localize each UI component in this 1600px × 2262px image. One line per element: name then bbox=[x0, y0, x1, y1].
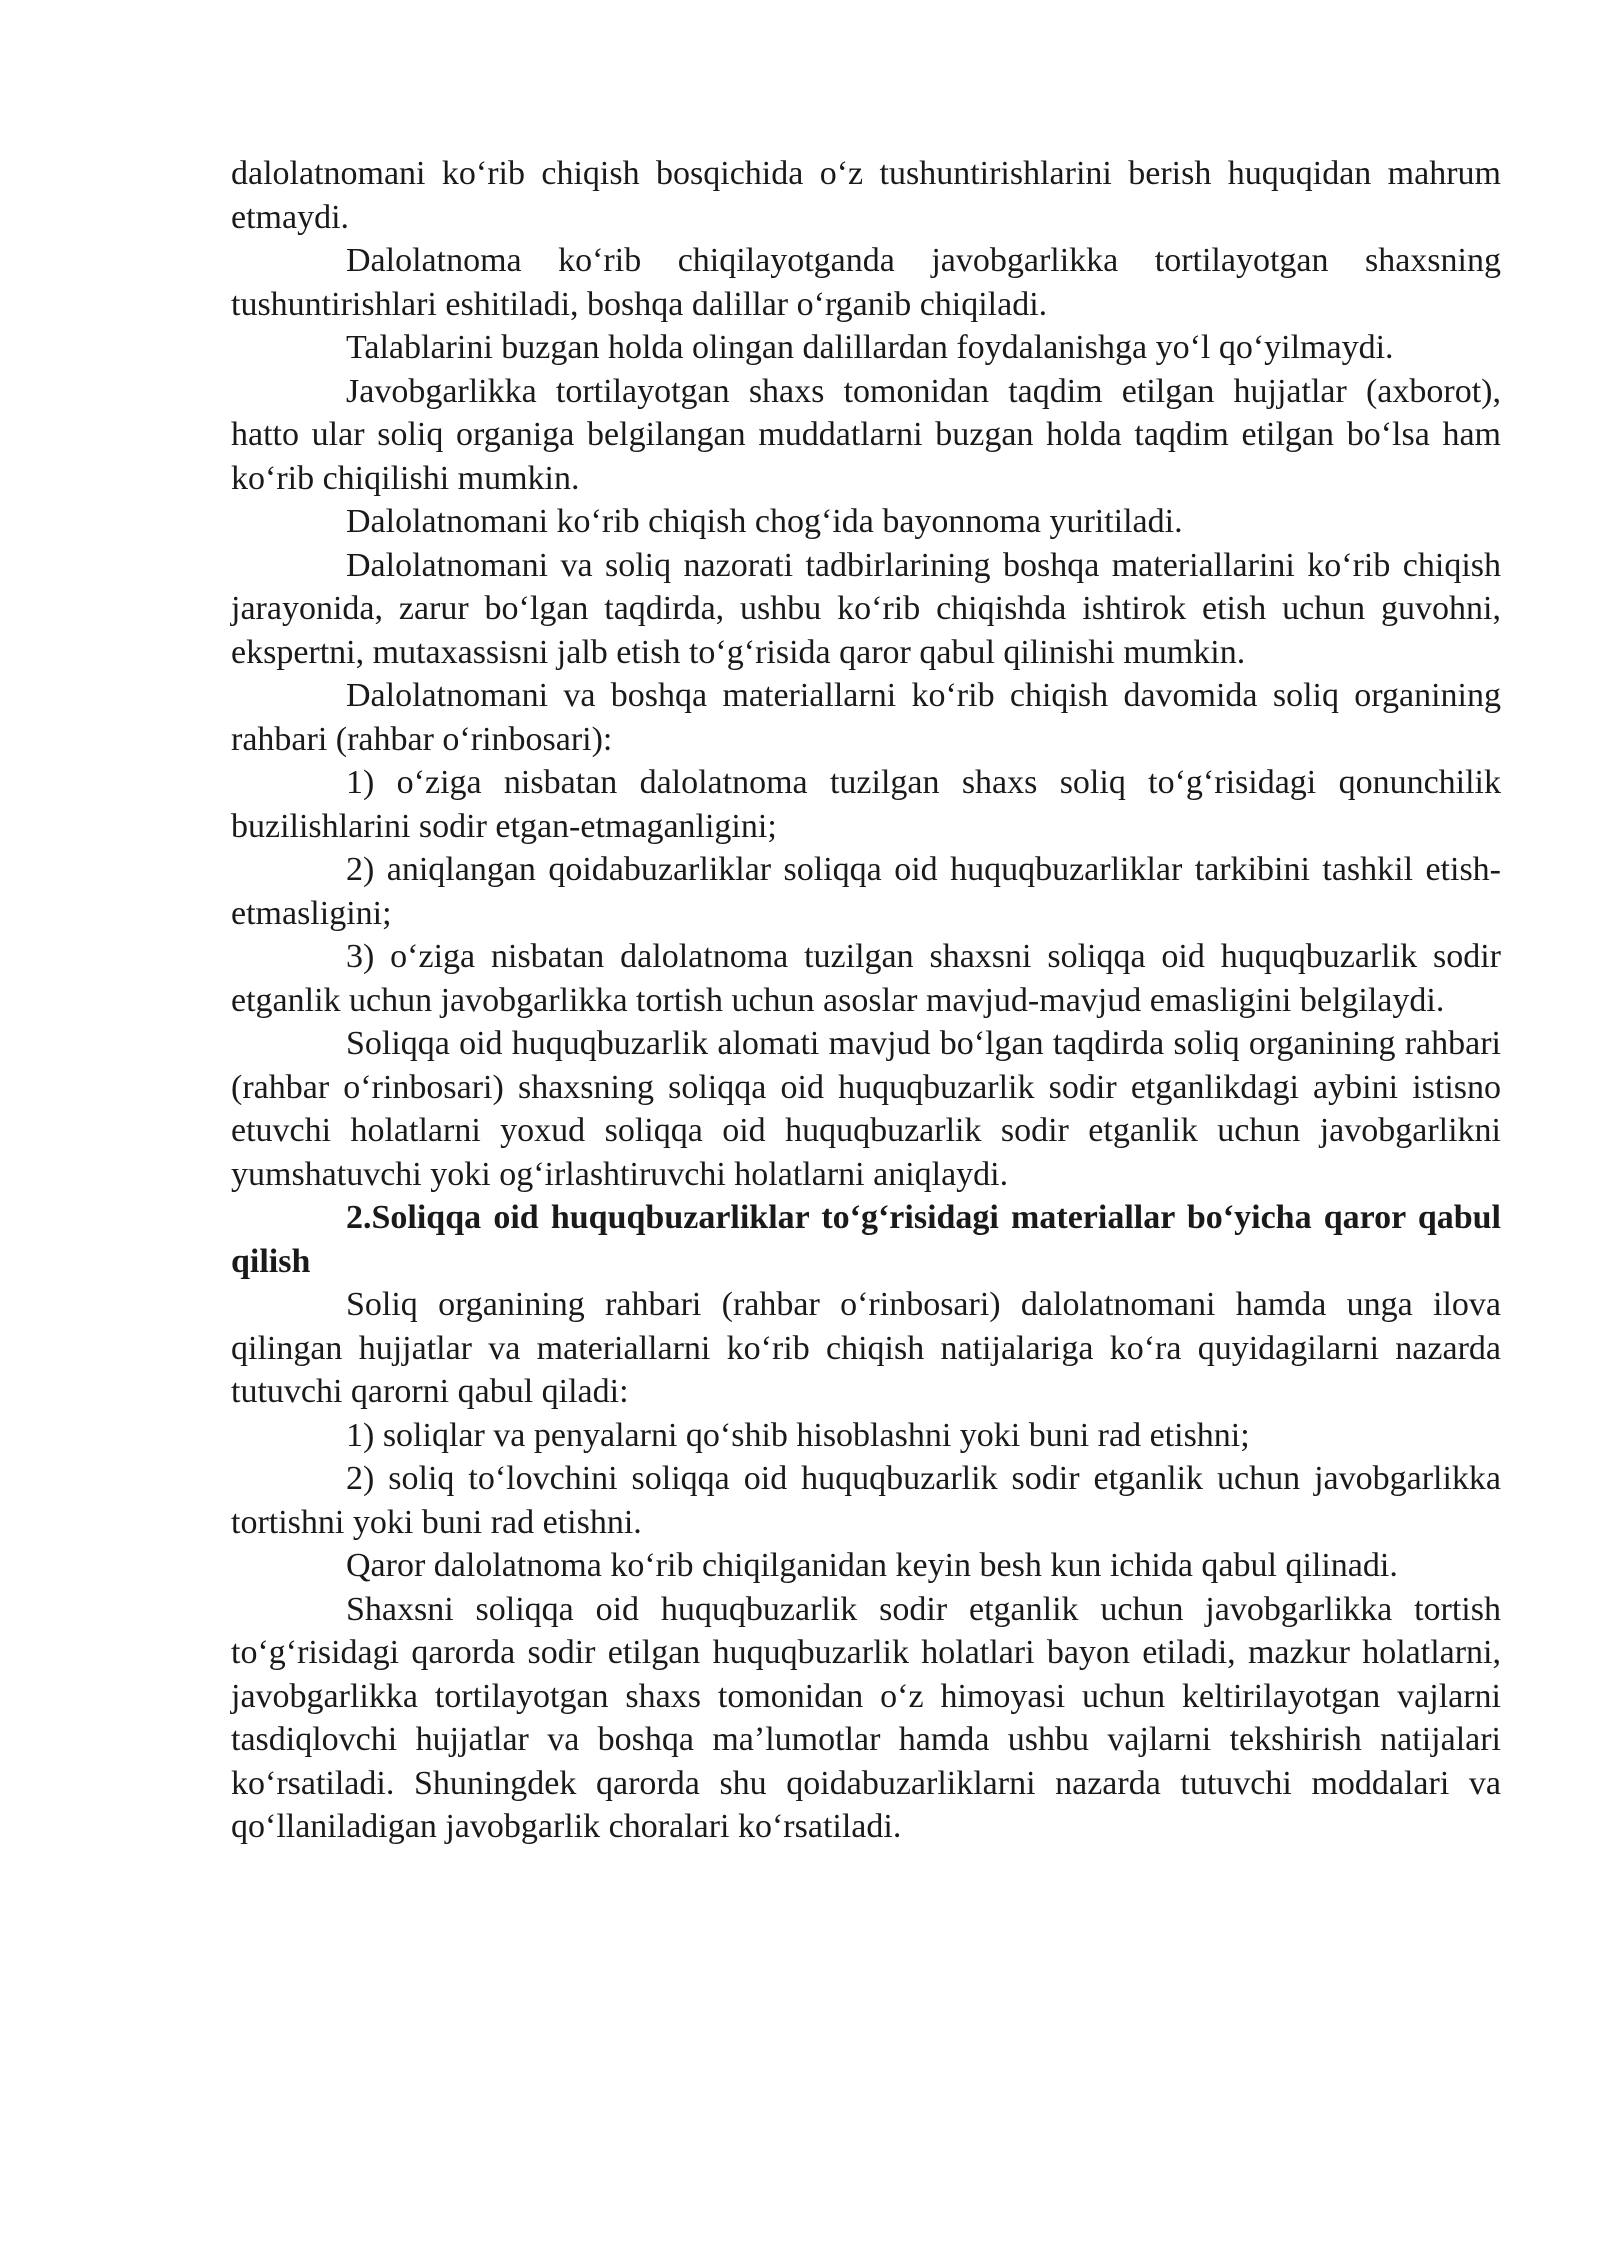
document-body bbox=[231, 152, 1501, 1849]
list-item: 2) aniqlangan qoidabuzarliklar soliqqa oid huquqbuzarliklar tarkibini tashkil etish-etmasligini; bbox=[231, 851, 1501, 932]
paragraph: Talablarini buzgan holda olingan dalillardan foydalanishga yoʻl qoʻyilmaydi. bbox=[346, 329, 1394, 366]
list-item: 2) soliq toʻlovchini soliqqa oid huquqbuzarlik sodir etganlik uchun javobgarlikka tortishni yoki buni rad etishni. bbox=[231, 1460, 1501, 1541]
paragraph: Dalolatnomani koʻrib chiqish chogʻida bayonnoma yuritiladi. bbox=[346, 503, 1183, 540]
paragraph-continuation: dalolatnomani koʻrib chiqish bosqichida oʻz tushuntirishlarini berish huquqidan mahrum etmaydi. bbox=[231, 155, 1501, 236]
paragraph: Shaxsni soliqqa oid huquqbuzarlik sodir etganlik uchun javobgarlikka tortish toʻgʻrisidagi qarorda sodir etilgan huquqbuzarlik holatlari bayon etiladi, mazkur holatlarni, javobgarlikka tortilayotgan shaxs tomonidan oʻz himoyasi uchun keltirilayotgan vajlarni tasdiqlovchi hujjatlar va boshqa maʼlumotlar hamda ushbu vajlarni tekshirish natijalari koʻrsatiladi. Shuningdek qarorda shu qoidabuzarliklarni nazarda tutuvchi moddalari va qoʻllaniladigan javobgarlik choralari koʻrsatiladi. bbox=[231, 1590, 1501, 1845]
list-item: 1) soliqlar va penyalarni qoʻshib hisoblashni yoki buni rad etishni; bbox=[346, 1416, 1250, 1454]
paragraph: Qaror dalolatnoma koʻrib chiqilganidan keyin besh kun ichida qabul qilinadi. bbox=[346, 1547, 1398, 1584]
paragraph: Dalolatnoma koʻrib chiqilayotganda javobgarlikka tortilayotgan shaxsning tushuntirishlari eshitiladi, boshqa dalillar oʻrganib chiqiladi. bbox=[231, 242, 1501, 323]
paragraph: Dalolatnomani va soliq nazorati tadbirlarining boshqa materiallarini koʻrib chiqish jarayonida, zarur boʻlgan taqdirda, ushbu koʻrib chiqishda ishtirok etish uchun guvohni, ekspertni, mutaxassisni jalb etish toʻgʻrisida qaror qabul qilinishi mumkin. bbox=[231, 546, 1501, 671]
paragraph: Javobgarlikka tortilayotgan shaxs tomonidan taqdim etilgan hujjatlar (axborot), hatto ular soliq organiga belgilangan muddatlarni buzgan holda taqdim etilgan boʻlsa ham koʻrib chiqilishi mumkin. bbox=[231, 372, 1501, 497]
list-item: 1) oʻziga nisbatan dalolatnoma tuzilgan shaxs soliq toʻgʻrisidagi qonunchilik buzilishlarini sodir etgan-etmaganligini; bbox=[231, 764, 1501, 845]
paragraph: Dalolatnomani va boshqa materiallarni koʻrib chiqish davomida soliq organining rahbari (rahbar oʻrinbosari): bbox=[231, 677, 1501, 758]
paragraph: Soliq organining rahbari (rahbar oʻrinbosari) dalolatnomani hamda unga ilova qilingan hujjatlar va materiallarni koʻrib chiqish natijalariga koʻra quyidagilarni nazarda tutuvchi qarorni qabul qiladi: bbox=[231, 1286, 1501, 1410]
section-heading: 2.Soliqqa oid huquqbuzarliklar toʻgʻrisidagi materiallar boʻyicha qaror qabul qilish bbox=[231, 1199, 1501, 1280]
paragraph: Soliqqa oid huquqbuzarlik alomati mavjud boʻlgan taqdirda soliq organining rahbari (rahbar oʻrinbosari) shaxsning soliqqa oid huquqbuzarlik sodir etganlikdagi aybini istisno etuvchi holatlarni yoxud soliqqa oid huquqbuzarlik sodir etganlik uchun javobgarlikni yumshatuvchi yoki ogʻirlashtiruvchi holatlarni aniqlaydi. bbox=[231, 1025, 1501, 1193]
list-item: 3) oʻziga nisbatan dalolatnoma tuzilgan shaxsni soliqqa oid huquqbuzarlik sodir etganlik uchun javobgarlikka tortish uchun asoslar mavjud-mavjud emasligini belgilaydi. bbox=[231, 938, 1501, 1019]
